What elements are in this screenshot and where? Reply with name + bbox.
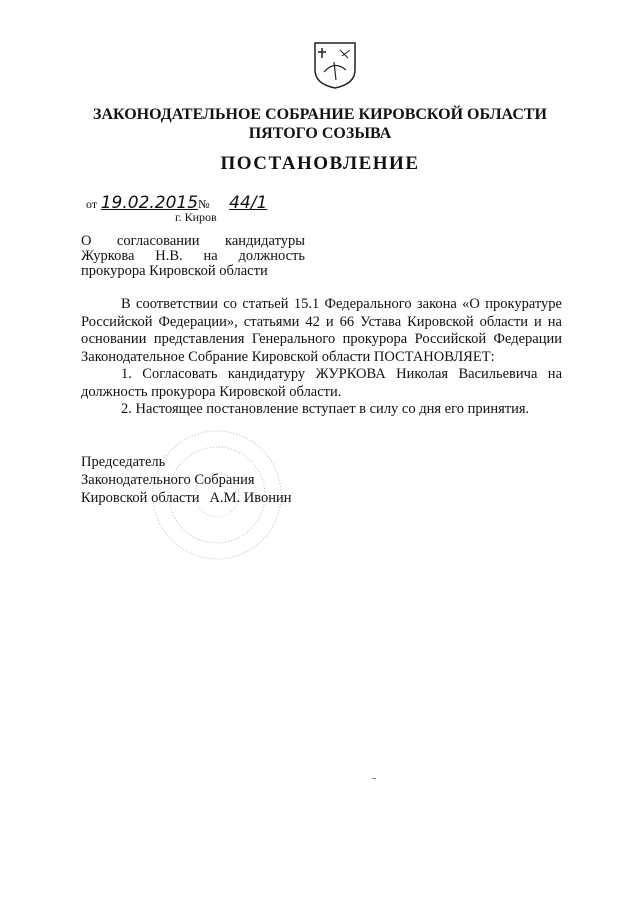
number-prefix: №: [198, 197, 210, 211]
body-text: [81, 296, 562, 419]
signature-block: [81, 453, 292, 507]
signer-title-3: Кировской области: [81, 490, 200, 506]
handwritten-date: 19.02.2015: [100, 193, 199, 213]
signer-name: А.М. Ивонин: [209, 490, 292, 506]
clause-1: 1. Согласовать кандидатуру ЖУРКОВА Николая Васильевича на должность прокурора Кировской области.: [81, 366, 562, 400]
coat-of-arms-emblem: [312, 40, 358, 90]
city: г. Киров: [175, 210, 217, 224]
org-name: ЗАКОНОДАТЕЛЬНОЕ СОБРАНИЕ КИРОВСКОЙ ОБЛАСТИ: [93, 106, 547, 123]
doc-type-title: ПОСТАНОВЛЕНИЕ: [220, 153, 420, 174]
subject: О согласовании кандидатуры Журкова Н.В. на должность прокурора Кировской области: [81, 233, 305, 279]
convocation: ПЯТОГО СОЗЫВА: [248, 125, 392, 142]
date-prefix: от: [86, 197, 98, 211]
scan-mark: [372, 778, 376, 779]
signer-title-1: Председатель: [81, 454, 166, 470]
preamble: В соответствии со статьей 15.1 Федерального закона «О прокуратуре Российской Федерации», статьями 42 и 66 Устава Кировской области и на основании представления Генерального прокурора Российской Федерации Законодательное Собрание Кировской области ПОСТАНОВЛЯЕТ:: [81, 296, 562, 365]
clause-2: 2. Настоящее постановление вступает в силу со дня его принятия.: [121, 401, 530, 417]
signer-title-2: Законодательного Собрания: [81, 472, 255, 488]
handwritten-number: 44/1: [229, 193, 268, 213]
